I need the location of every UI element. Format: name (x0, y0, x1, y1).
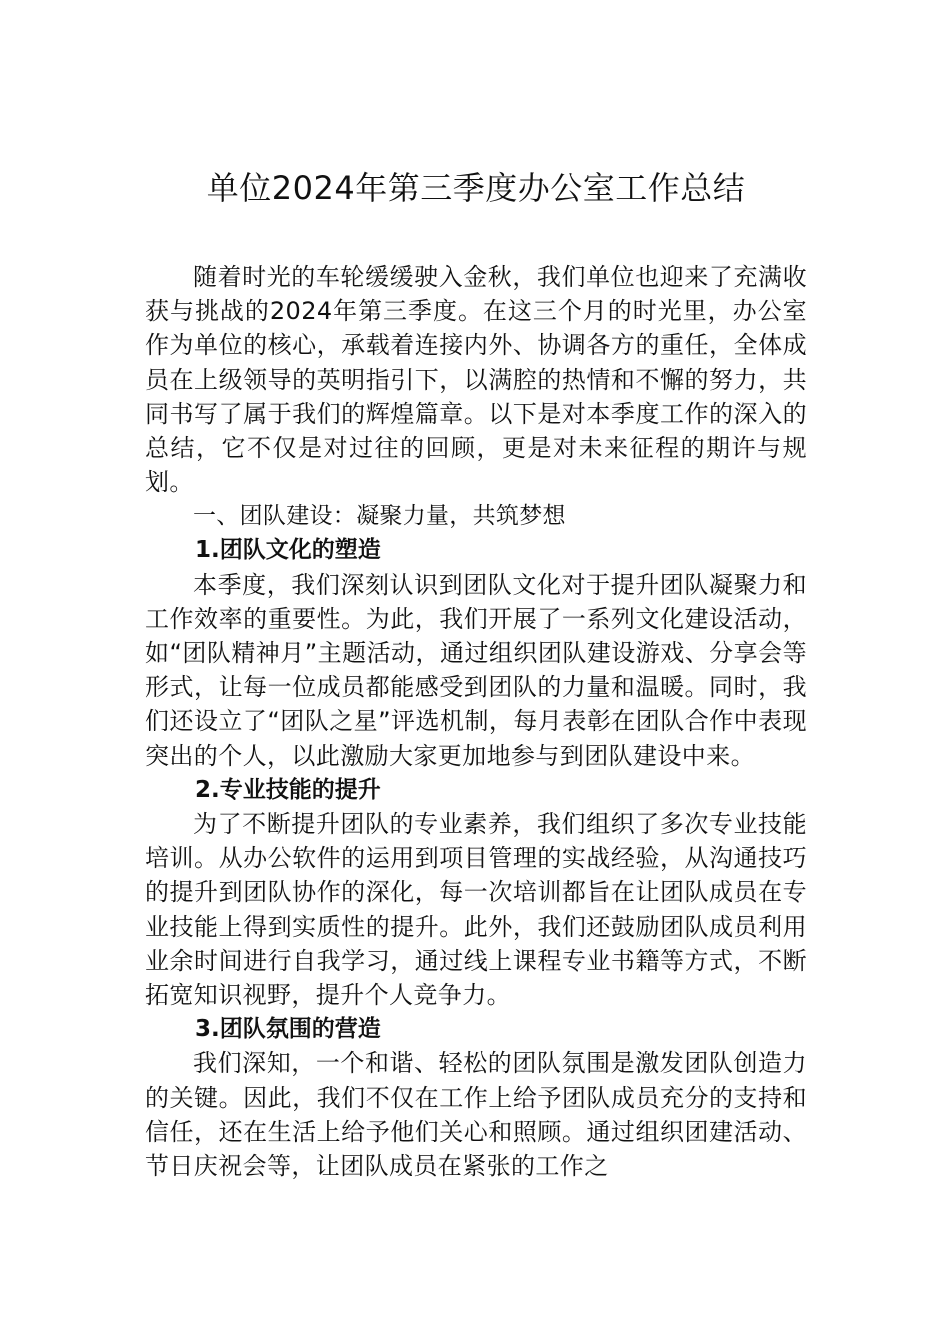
section-1-heading: 一、团队建设：凝聚力量，共筑梦想 (193, 503, 566, 530)
subsection-3-body: 我们深知，一个和谐、轻松的团队氛围是激发团队创造力的关键。因此，我们不仅在工作上给予团队成员充分的支持和信任，还在生活上给予他们关心和照顾。通过组织团建活动、节日庆祝会等，让团队成员在紧张的工作之 (145, 1049, 807, 1181)
subsection-2-heading: 2.专业技能的提升 (195, 776, 381, 803)
subsection-1-body: 本季度，我们深刻认识到团队文化对于提升团队凝聚力和工作效率的重要性。为此，我们开展了一系列文化建设活动，如“团队精神月”主题活动，通过组织团队建设游戏、分享会等形式，让每一位成员都能感受到团队的力量和温暖。同时，我们还设立了“团队之星”评选机制，每月表彰在团队合作中表现突出的个人，以此激励大家更加地参与到团队建设中来。 (145, 570, 807, 770)
intro-paragraph: 随着时光的车轮缓缓驶入金秋，我们单位也迎来了充满收获与挑战的2024年第三季度。在这三个月的时光里，办公室作为单位的核心，承载着连接内外、协调各方的重任，全体成员在上级领导的英明指引下，以满腔的热情和不懈的努力，共同书写了属于我们的辉煌篇章。以下是对本季度工作的深入的总结，它不仅是对过往的回顾，更是对未来征程的期许与规划。 (145, 263, 807, 497)
subsection-1-heading: 1.团队文化的塑造 (195, 537, 381, 564)
document-title: 单位2024年第三季度办公室工作总结 (206, 169, 746, 207)
document-page (145, 160, 807, 1183)
subsection-3-heading: 3.团队氛围的营造 (195, 1016, 381, 1043)
subsection-2-body: 为了不断提升团队的专业素养，我们组织了多次专业技能培训。从办公软件的运用到项目管理的实战经验，从沟通技巧的提升到团队协作的深化，每一次培训都旨在让团队成员在专业技能上得到实质性的提升。此外，我们还鼓励团队成员利用业余时间进行自我学习，通过线上课程专业书籍等方式，不断拓宽知识视野，提升个人竞争力。 (145, 810, 807, 1010)
